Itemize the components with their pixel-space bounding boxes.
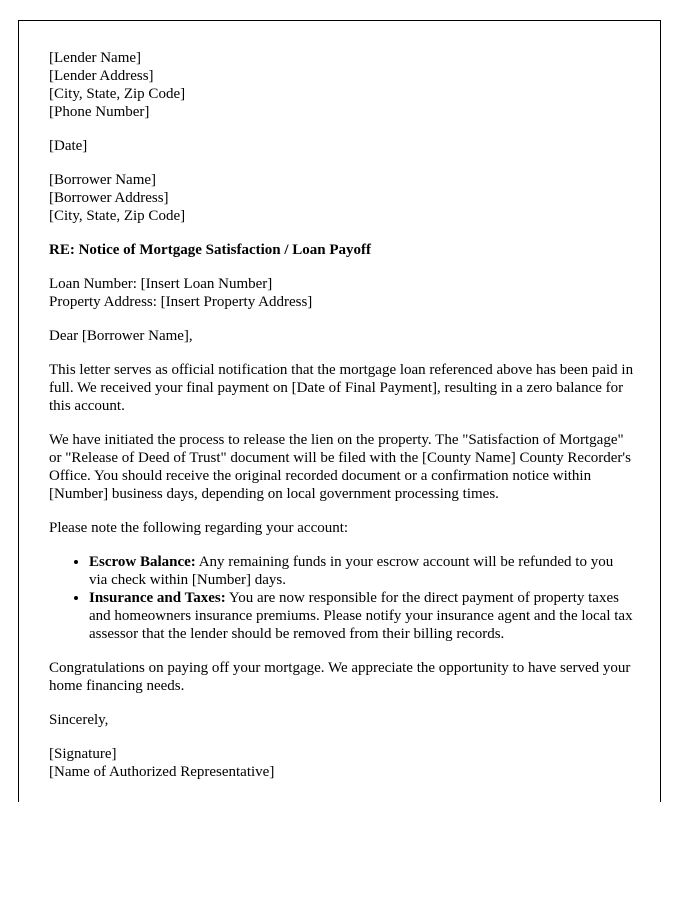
account-notes-list xyxy=(49,553,635,643)
closing-phrase: Sincerely, xyxy=(49,712,109,728)
subject-line: RE: Notice of Mortgage Satisfaction / Loan Payoff xyxy=(49,242,372,258)
escrow-label: Escrow Balance: xyxy=(89,554,196,570)
date-block xyxy=(49,137,635,155)
sender-phone: [Phone Number] xyxy=(49,104,150,120)
recipient-block xyxy=(49,171,635,225)
insurance-taxes-text: You are now responsible for the direct payment of property taxes and homeowners insurance premiums. Please notify your insurance agent and the local tax assessor that the lender should be removed from their billing records. xyxy=(89,590,633,642)
loan-number: Loan Number: [Insert Loan Number] xyxy=(49,276,273,292)
list-item-insurance-taxes xyxy=(89,589,635,643)
sender-name: [Lender Name] xyxy=(49,50,142,66)
salutation: Dear [Borrower Name], xyxy=(49,328,193,344)
sender-city-state-zip: [City, State, Zip Code] xyxy=(49,86,186,102)
signature-block xyxy=(49,745,635,781)
recipient-city-state-zip: [City, State, Zip Code] xyxy=(49,208,186,224)
letter-date: [Date] xyxy=(49,138,88,154)
insurance-taxes-label: Insurance and Taxes: xyxy=(89,590,226,606)
letter-body xyxy=(49,49,635,781)
loan-details-block xyxy=(49,275,635,311)
recipient-name: [Borrower Name] xyxy=(49,172,157,188)
signature-placeholder: [Signature] xyxy=(49,746,117,762)
letter-page xyxy=(18,20,661,802)
escrow-text: Any remaining funds in your escrow account will be refunded to you via check within [Number] days. xyxy=(89,554,614,588)
paragraph-payoff-notice: This letter serves as official notification that the mortgage loan referenced above has been paid in full. We received your final payment on [Date of Final Payment], resulting in a zero balance for this account. xyxy=(49,362,634,414)
property-address: Property Address: [Insert Property Address] xyxy=(49,294,313,310)
sender-block xyxy=(49,49,635,121)
list-item-escrow xyxy=(89,553,635,589)
paragraph-lien-release: We have initiated the process to release the lien on the property. The "Satisfaction of Mortgage" or "Release of Deed of Trust" document will be filed with the [County Name] County Recorder's Office. You should receive the original recorded document or a confirmation notice within [Number] business days, depending on local government processing times. xyxy=(49,432,631,502)
paragraph-congratulations: Congratulations on paying off your mortgage. We appreciate the opportunity to have served your home financing needs. xyxy=(49,660,631,694)
recipient-address: [Borrower Address] xyxy=(49,190,169,206)
sender-address: [Lender Address] xyxy=(49,68,154,84)
representative-name: [Name of Authorized Representative] xyxy=(49,764,275,780)
paragraph-account-notes-intro: Please note the following regarding your account: xyxy=(49,520,349,536)
